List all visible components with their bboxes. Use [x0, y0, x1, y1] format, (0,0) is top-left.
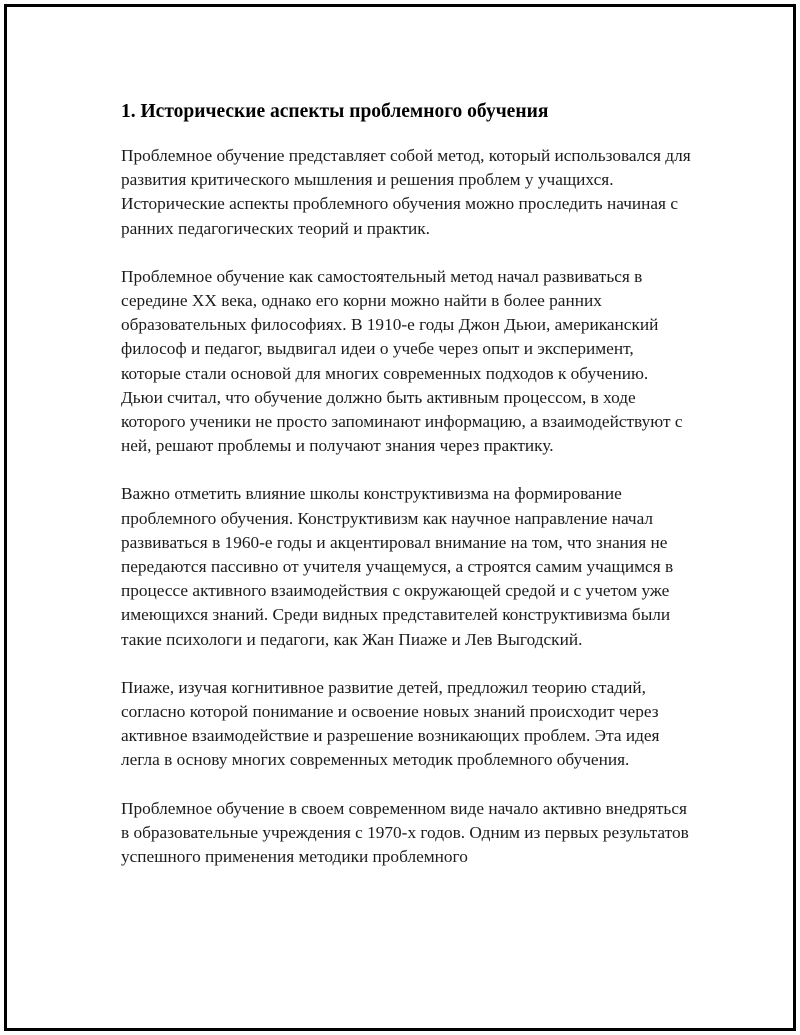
- paragraph-4: Пиаже, изучая когнитивное развитие детей, предложил теорию стадий, согласно которой понимание и освоение новых знаний происходит через активное взаимодействие и разрешение возникающих проблем. Эта идея легла в основу многих современных методик проблемного обучения.: [121, 677, 660, 770]
- paragraph-3: Важно отметить влияние школы конструктивизма на формирование проблемного обучения. Конструктивизм как научное направление начал развиваться в 1960-е годы и акцентировал внимание на том, что знания не передаются пассивно от учителя учащемуся, а строятся самим учащимся в процессе активного взаимодействия с окружающей средой и с учетом уже имеющихся знаний. Среди видных представителей конструктивизма были такие психологи и педагоги, как Жан Пиаже и Лев Выгодский.: [121, 484, 674, 649]
- paragraph-5: Проблемное обучение в своем современном виде начало активно внедряться в образовательные учреждения с 1970-х годов. Одним из первых результатов успешного применения методики проблемного: [121, 798, 689, 867]
- section-heading: 1. Исторические аспекты проблемного обучения: [121, 101, 549, 122]
- document-content: [121, 99, 691, 893]
- paragraph-1: Проблемное обучение представляет собой метод, который использовался для развития критического мышления и решения проблем у учащихся. Исторические аспекты проблемного обучения можно проследить начиная с ранних педагогических теорий и практик.: [121, 146, 691, 238]
- document-page: [4, 4, 796, 1031]
- paragraph-2: Проблемное обучение как самостоятельный метод начал развиваться в середине XX века, однако его корни можно найти в более ранних образовательных философиях. В 1910-е годы Джон Дьюи, американский философ и педагог, выдвигал идеи о учебе через опыт и эксперимент, которые стали основой для многих современных подходов к обучению. Дьюи считал, что обучение должно быть активным процессом, в ходе которого ученики не просто запоминают информацию, а взаимодействуют с ней, решают проблемы и получают знания через практику.: [121, 266, 683, 456]
